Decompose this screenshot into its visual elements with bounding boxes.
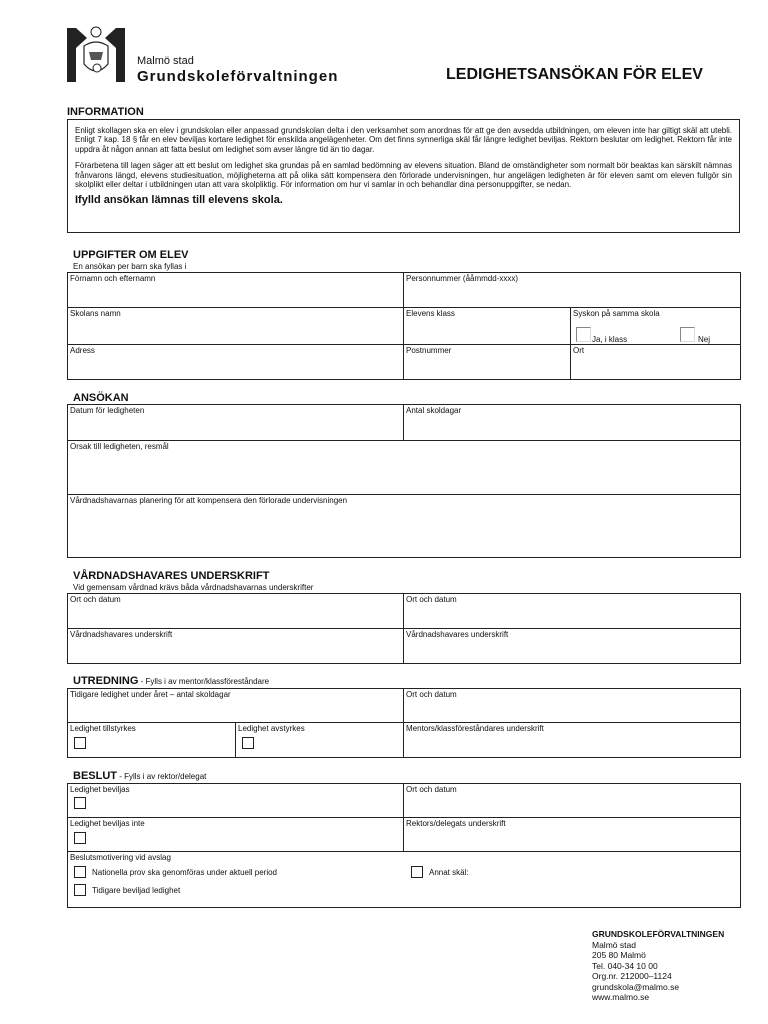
leave-reason-field[interactable] [67,440,741,495]
student-name-label: Förnamn och efternamn [70,274,156,283]
city-label: Ort [573,346,585,355]
personal-number-field[interactable] [403,272,741,308]
information-paragraph-1: Enligt skollagen ska en elev i grundskolan eller anpassad grundskolan delta i den verksamhet som anordnas för att ge den avsedda utbildningen, om eleven inte har giltigt skäl att utebli. Enligt 7 kap. 18 § får en elev beviljas kortare ledighet för enskilda angelägenheter. Om det finns synnerliga skäl får längre ledighet beviljas. Rektorn beslutar om ledighet. Rektorn får inte uppdra åt någon annan att fatta beslut om ledighet som avser längre tid än tio dagar. [75,126,732,154]
leave-date-field[interactable] [67,404,404,441]
previous-leave-field[interactable] [67,688,404,723]
guardian1-signature-label: Vårdnadshavares underskrift [70,630,173,639]
org-department: Grundskoleförvaltningen [137,68,339,85]
footer-website[interactable]: www.malmo.se [592,992,650,1002]
leave-recommended-field [67,722,236,758]
address-field[interactable] [67,344,404,380]
city-field[interactable] [570,344,741,380]
denial-motivation-label: Beslutsmotivering vid avslag [70,853,171,862]
leave-date-label: Datum för ledigheten [70,406,145,415]
guardian1-signature-field[interactable] [67,628,404,664]
compensation-plan-label: Vårdnadshavarnas planering för att kompensera den förlorade undervisningen [70,496,348,505]
footer-orgnr: Org.nr. 212000–1124 [592,971,672,981]
other-reason-checkbox[interactable] [411,866,423,878]
guardian2-signature-label: Vårdnadshavares underskrift [406,630,509,639]
elev-heading: UPPGIFTER OM ELEV [73,249,189,261]
other-reason-label: Annat skäl: [429,868,469,877]
footer-email[interactable]: grundskola@malmo.se [592,981,680,992]
guardian2-place-date-label: Ort och datum [406,595,457,604]
investigation-place-date-label: Ort och datum [406,690,457,699]
document-title: LEDIGHETSANSÖKAN FÖR ELEV [446,66,703,83]
investigation-heading [73,675,269,687]
denial-motivation-field [67,851,741,908]
guardian-heading: VÅRDNADSHAVARES UNDERSKRIFT [73,570,270,582]
school-days-field[interactable] [403,404,741,441]
leave-denied-field [67,817,404,852]
siblings-label: Syskon på samma skola [573,309,660,318]
guardian2-signature-field[interactable] [403,628,741,664]
siblings-yes-label: Ja, i klass [592,335,628,344]
siblings-no-checkbox[interactable] [680,327,695,342]
address-label: Adress [70,346,95,355]
guardian1-place-date-label: Ort och datum [70,595,121,604]
siblings-yes-checkbox[interactable] [576,327,591,342]
leave-denied-label: Ledighet beviljas inte [70,819,145,828]
leave-not-recommended-field [235,722,404,758]
ansokan-heading: ANSÖKAN [73,392,129,404]
student-class-label: Elevens klass [406,309,455,318]
school-name-field[interactable] [67,307,404,345]
leave-not-recommended-checkbox[interactable] [242,737,254,749]
student-name-field[interactable] [67,272,404,308]
previous-leave-granted-checkbox[interactable] [74,884,86,896]
national-tests-checkbox[interactable] [74,866,86,878]
national-tests-label: Nationella prov ska genomföras under aktuell period [92,868,277,877]
footer-org: GRUNDSKOLEFÖRVALTNINGEN [592,929,725,939]
investigation-place-date-field[interactable] [403,688,741,723]
information-paragraph-2: Förarbetena till lagen säger att ett beslut om ledighet ska grundas på en samlad bedömning av elevens situation. Bland de omständigheter som normalt bör beaktas kan särskilt nämnas frånvarons längd, elevens studiesituation, möjligheterna att på olika sätt kompensera den förlorade undervisningen, hur angelägen ledigheten är för eleven samt om eleven fullgör sin skolplikt eller deltar i utbildningen utan att vara skolpliktig. För information om hur vi samlar in och behandlar dina personuppgifter, se nedan. [75,161,732,190]
siblings-no-label: Nej [698,335,711,344]
mentor-signature-field[interactable] [403,722,741,758]
school-name-label: Skolans namn [70,309,121,318]
decision-heading-title: BESLUT [73,770,117,782]
school-days-label: Antal skoldagar [406,406,462,415]
leave-granted-checkbox[interactable] [74,797,86,809]
leave-granted-field [67,783,404,818]
previous-leave-granted-label: Tidigare beviljad ledighet [92,886,181,895]
guardian1-place-date-field[interactable] [67,593,404,629]
leave-reason-label: Orsak till ledigheten, resmål [70,442,169,451]
information-box [67,119,740,233]
postal-code-label: Postnummer [406,346,452,355]
leave-not-recommended-label: Ledighet avstyrkes [238,724,305,733]
footer-contact [592,929,724,1003]
guardian2-place-date-field[interactable] [403,593,741,629]
elev-note: En ansökan per barn ska fyllas i [73,262,187,271]
footer-city: Malmö stad [592,939,636,950]
decision-place-date-label: Ort och datum [406,785,457,794]
information-heading: INFORMATION [67,106,144,118]
personal-number-label: Personnummer (ååmmdd-xxxx) [406,274,519,283]
principal-signature-field[interactable] [403,817,741,852]
leave-denied-checkbox[interactable] [74,832,86,844]
postal-code-field[interactable] [403,344,571,380]
footer-phone: Tel. 040-34 10 00 [592,960,658,971]
footer-postal: 205 80 Malmö [592,950,646,960]
investigation-heading-sub: - Fylls i av mentor/klassföreståndare [138,677,270,686]
leave-recommended-checkbox[interactable] [74,737,86,749]
mentor-signature-label: Mentors/klassföreståndares underskrift [406,724,544,733]
decision-heading-sub: - Fylls i av rektor/delegat [117,772,207,781]
guardian-note: Vid gemensam vårdnad krävs båda vårdnadshavarnas underskrifter [73,583,314,592]
information-submit-note: Ifylld ansökan lämnas till elevens skola. [75,194,283,207]
principal-signature-label: Rektors/delegats underskrift [406,819,506,828]
previous-leave-label: Tidigare ledighet under året – antal skoldagar [70,690,231,699]
leave-recommended-label: Ledighet tillstyrkes [70,724,136,733]
org-city: Malmö stad [137,55,194,67]
malmo-coat-of-arms-logo [67,24,125,82]
decision-heading [73,770,206,782]
investigation-heading-title: UTREDNING [73,675,139,687]
compensation-plan-field[interactable] [67,494,741,558]
student-class-field[interactable] [403,307,571,345]
decision-place-date-field[interactable] [403,783,741,818]
leave-granted-label: Ledighet beviljas [70,785,130,794]
